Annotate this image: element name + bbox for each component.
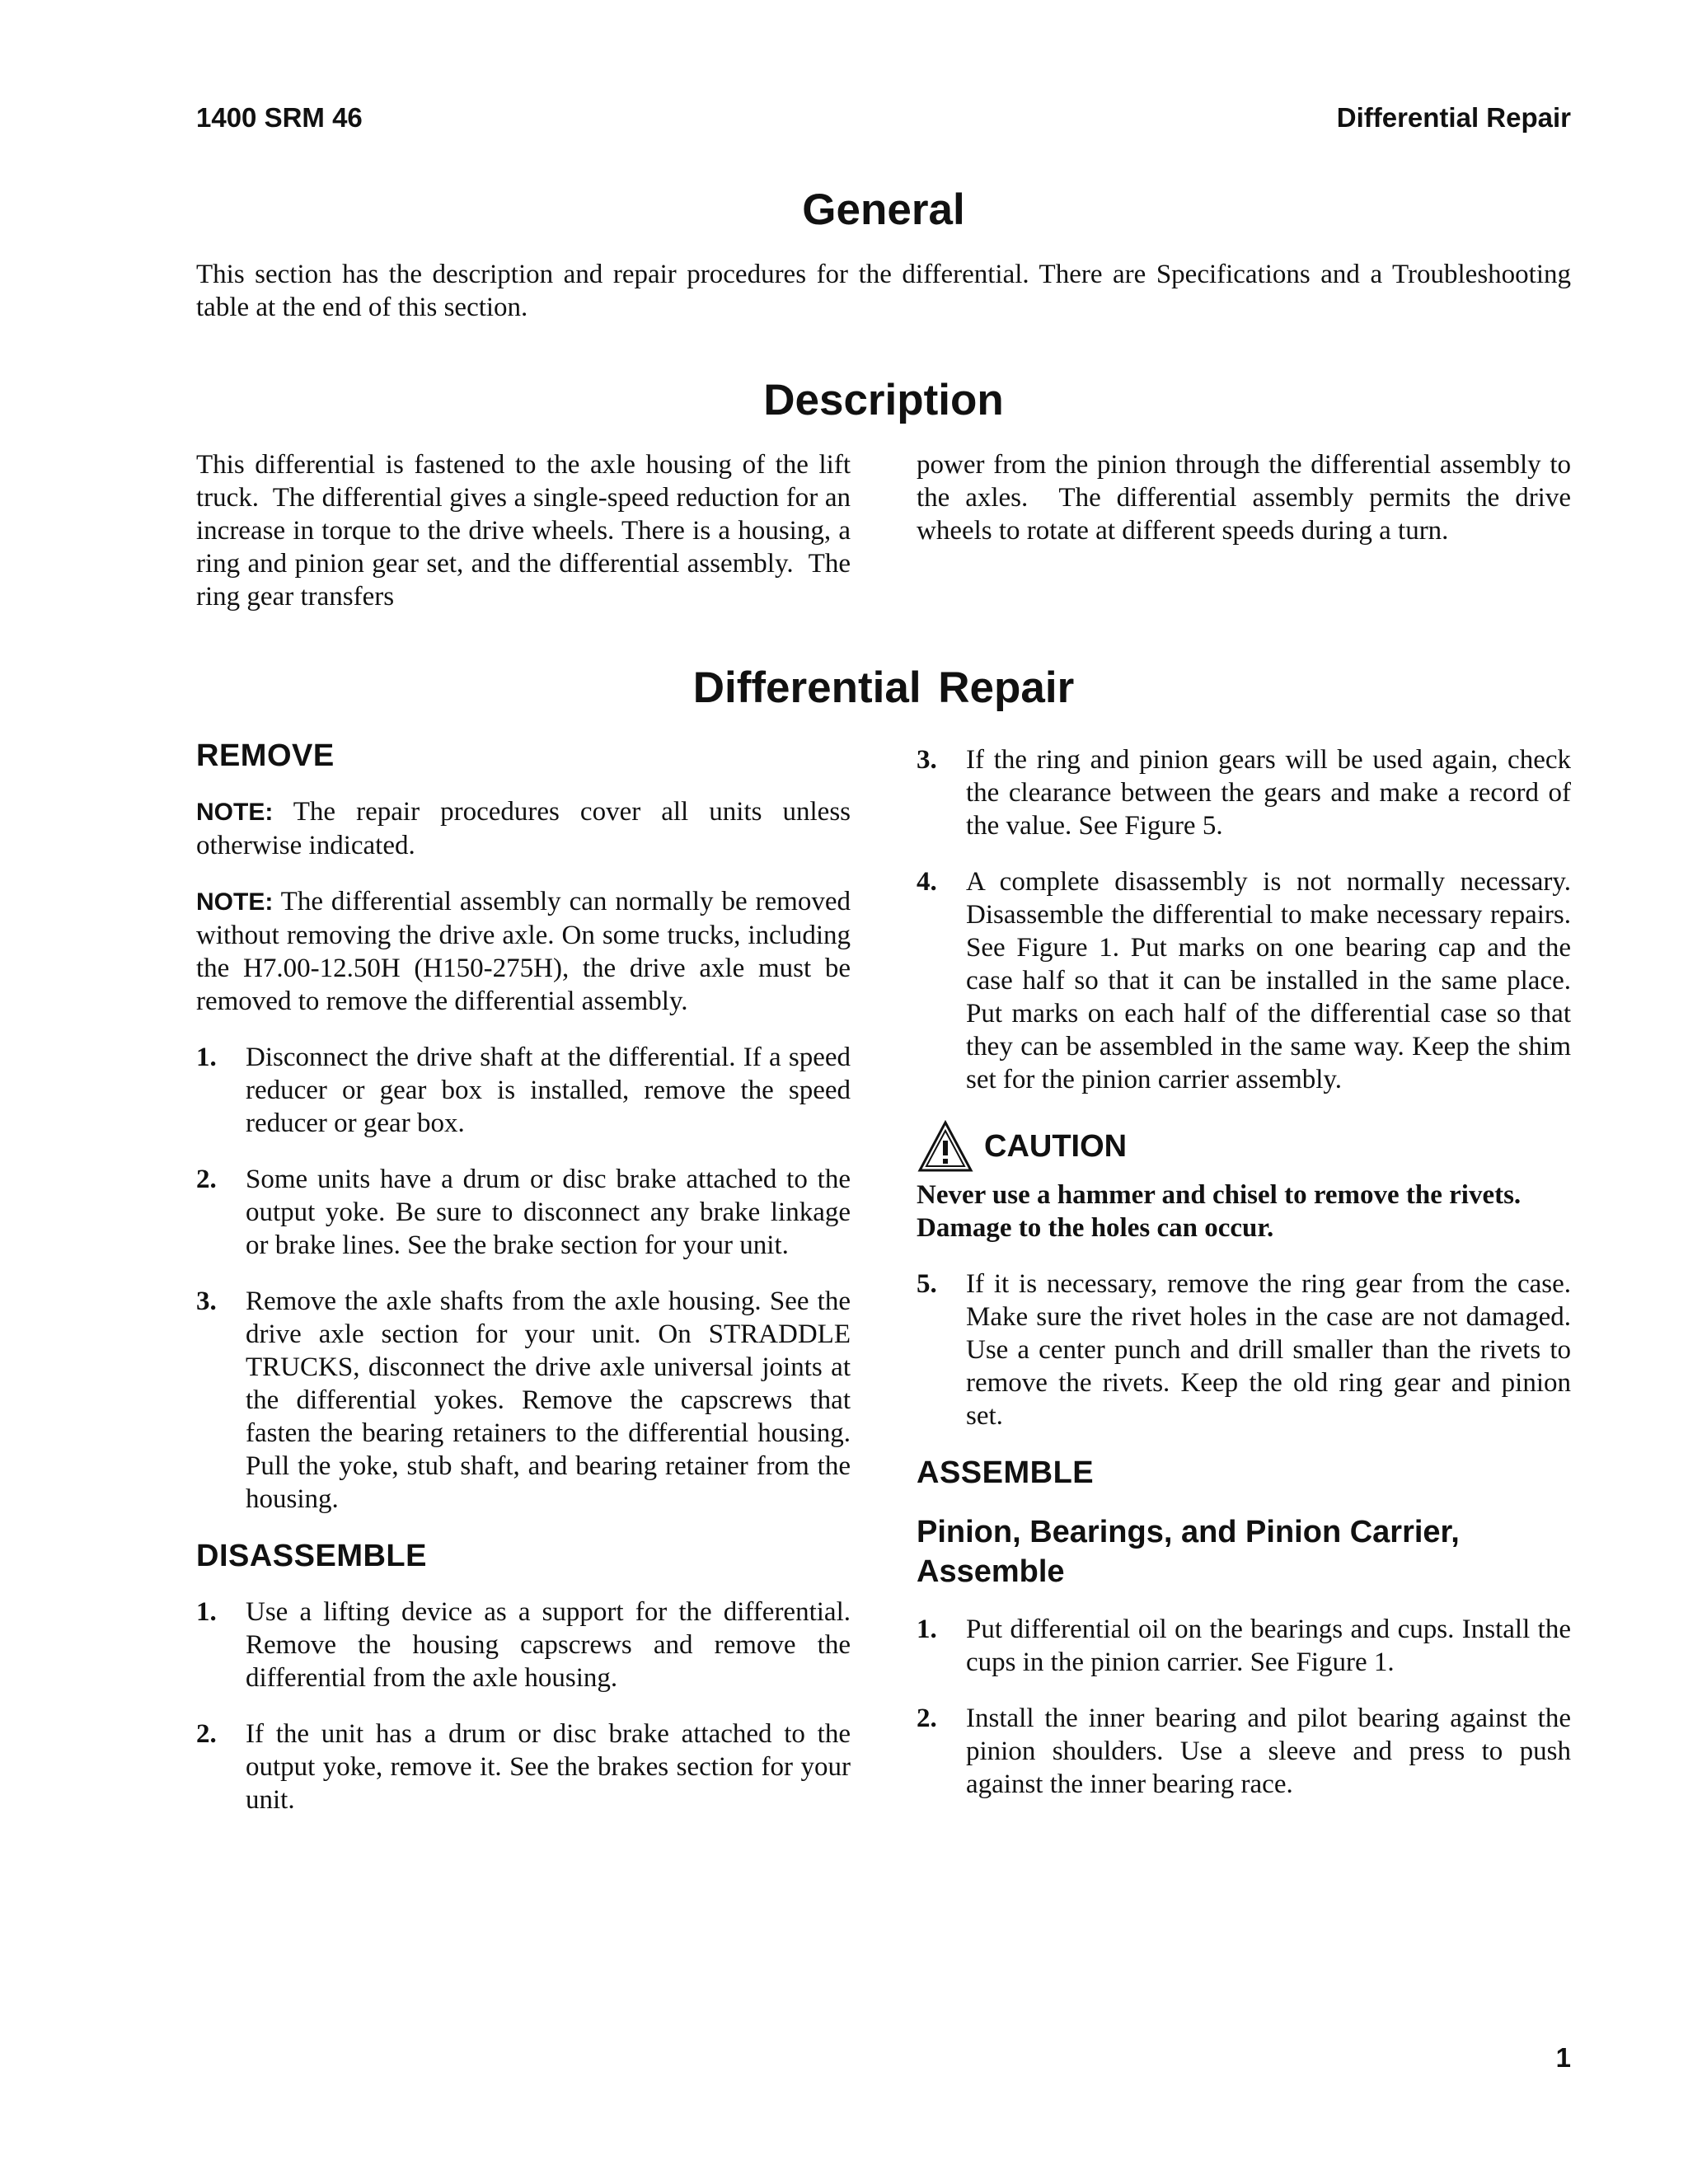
description-heading: Description (763, 376, 1004, 424)
remove-step (196, 1163, 851, 1262)
remove-heading: REMOVE (196, 738, 335, 773)
note-1-label: NOTE: (196, 799, 274, 826)
assemble-heading: ASSEMBLE (917, 1455, 1095, 1490)
step-text: Use a lifting device as a support for the differential. Remove the housing capscrews and remove the differential from the axle housing. (246, 1597, 851, 1693)
step-text: If it is necessary, remove the ring gear from the case. Make sure the rivet holes in the case are not damaged. Use a center punch and drill smaller than the rivets to remove the rivets. Keep the old ring gear and pinion set. (966, 1269, 1571, 1431)
step-number: 2. (917, 1704, 937, 1733)
note-2-label: NOTE: (196, 888, 274, 916)
step-number: 3. (917, 745, 937, 775)
caution-label: CAUTION (984, 1128, 1128, 1164)
pinion-assemble-subheading: Pinion, Bearings, and Pinion Carrier, Assemble (917, 1515, 1460, 1589)
assemble-step (917, 1613, 1571, 1679)
assemble-step (917, 1702, 1571, 1801)
step-number: 2. (196, 1165, 217, 1194)
step-text: Install the inner bearing and pilot bearing against the pinion shoulders. Use a sleeve and press to push against the inner bearing race. (966, 1704, 1571, 1799)
note-2-text: The differential assembly can normally be removed without removing the drive axle. On some trucks, including the H7.00-12.50H (H150-275H), the drive axle must be removed to remove the differential assembly. (196, 887, 851, 1016)
remove-step (196, 1285, 851, 1516)
document-id: 1400 SRM 46 (196, 102, 363, 133)
disassemble-step (917, 743, 1571, 842)
disassemble-heading: DISASSEMBLE (196, 1539, 427, 1573)
disassemble-step (917, 1268, 1571, 1432)
caution-header (917, 1119, 1571, 1174)
disassemble-step (196, 1596, 851, 1694)
description-column-right (917, 448, 1571, 547)
differential-repair-heading: Differential Repair (692, 663, 1075, 712)
description-column-left (196, 448, 851, 613)
remove-step (196, 1041, 851, 1140)
caution-text: Never use a hammer and chisel to remove the rivets. Damage to the holes can occur. (917, 1180, 1522, 1243)
step-number: 3. (196, 1286, 217, 1316)
step-number: 1. (196, 1043, 217, 1072)
repair-column-right (917, 743, 1571, 1824)
disassemble-step (917, 865, 1571, 1096)
step-text: If the unit has a drum or disc brake attached to the output yoke, remove it. See the brakes section for your unit. (246, 1719, 851, 1815)
warning-triangle-icon (917, 1119, 974, 1174)
step-text: Disconnect the drive shaft at the differential. If a speed reducer or gear box is installed, remove the speed reducer or gear box. (246, 1043, 851, 1138)
repair-column-left (196, 738, 851, 1840)
step-text: Put differential oil on the bearings and cups. Install the cups in the pinion carrier. See Figure 1. (966, 1615, 1571, 1677)
step-number: 2. (196, 1719, 217, 1749)
general-body: This section has the description and repair procedures for the differential. There are Specifications and a Troubleshooting table at the end of this section. (196, 260, 1571, 322)
step-number: 1. (917, 1615, 937, 1644)
step-number: 4. (917, 867, 937, 897)
step-text: Remove the axle shafts from the axle housing. See the drive axle section for your unit. On STRADDLE TRUCKS, disconnect the drive axle universal joints at the differential yokes. Remove the capscrews that fasten the bearing retainers to the differential housing. Pull the yoke, stub shaft, and bearing retainer from the housing. (246, 1286, 851, 1514)
description-body-part-2: power from the pinion through the differential assembly to the axles. The differential assembly permits the drive wheels to rotate at different speeds during a turn. (917, 450, 1571, 546)
disassemble-step (196, 1718, 851, 1816)
step-text: Some units have a drum or disc brake attached to the output yoke. Be sure to disconnect any brake linkage or brake lines. See the brake section for your unit. (246, 1165, 851, 1260)
page-number: 1 (1555, 2042, 1571, 2073)
note-1 (196, 795, 851, 862)
step-text: A complete disassembly is not normally necessary. Disassemble the differential to make necessary repairs. See Figure 1. Put marks on one bearing cap and the case half so that it can be installed in the same place. Put marks on each half of the differential case so that they can be assembled in the same way. Keep the shim set for the pinion carrier assembly. (966, 867, 1571, 1094)
general-heading: General (802, 185, 965, 234)
running-section-title: Differential Repair (1336, 102, 1571, 133)
description-body-part-1: This differential is fastened to the axle housing of the lift truck. The differential gives a single-speed reduction for an increase in torque to the drive wheels. There is a housing, a ring and pinion gear set, and the differential assembly. The ring gear transfers (196, 450, 851, 612)
note-2 (196, 885, 851, 1018)
note-1-text: The repair procedures cover all units unless otherwise indicated. (196, 797, 851, 860)
step-number: 1. (196, 1597, 217, 1627)
step-text: If the ring and pinion gears will be used again, check the clearance between the gears and make a record of the value. See Figure 5. (966, 745, 1571, 841)
step-number: 5. (917, 1269, 937, 1299)
